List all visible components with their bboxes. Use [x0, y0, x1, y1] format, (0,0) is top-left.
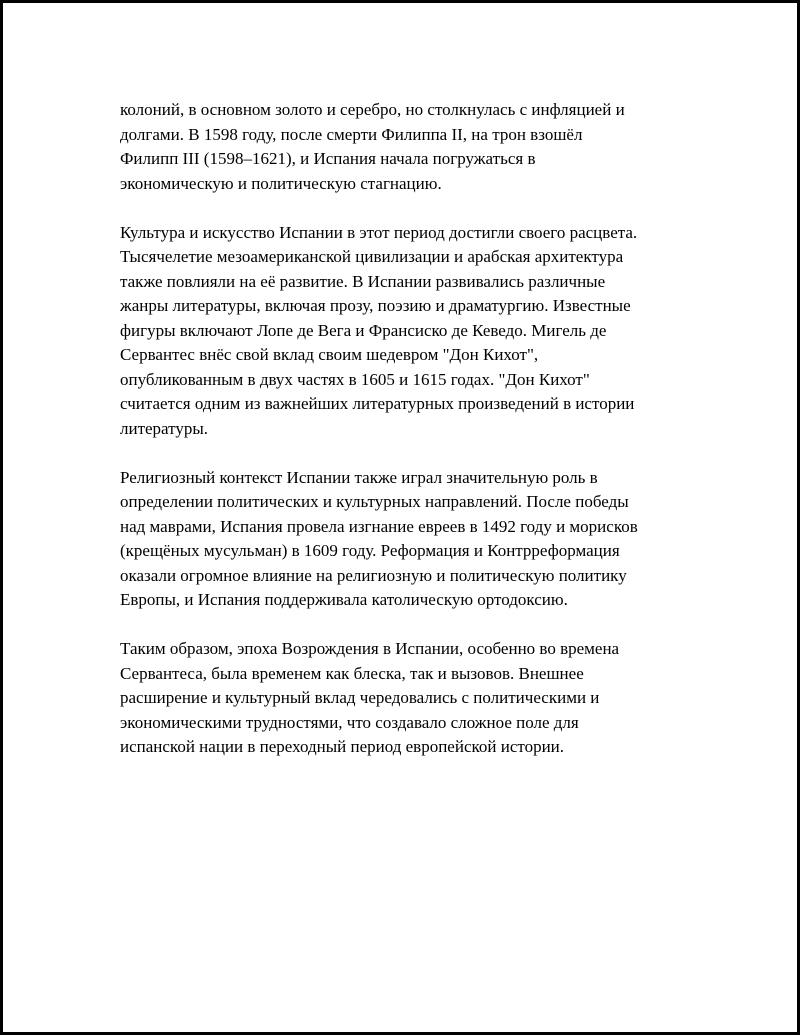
- paragraph-3: Религиозный контекст Испании также играл значительную роль в определении политических и культурных направлений. После победы над маврами, Испания провела изгнание евреев в 1492 году и морисков (крещёных мусульман) в 1609 году. Реформация и Контрреформация оказали огромное влияние на религиозную и политическую политику Европы, и Испания поддерживала католическую ортодоксию.: [120, 467, 638, 609]
- paragraph-1: колоний, в основном золото и серебро, но столкнулась с инфляцией и долгами. В 1598 году, после смерти Филиппа II, на трон взошёл Филипп III (1598–1621), и Испания начала погружаться в экономическую и политическую стагнацию.: [120, 100, 625, 193]
- paragraph-4: Таким образом, эпоха Возрождения в Испании, особенно во времена Сервантеса, была временем как блеска, так и вызовов. Внешнее расширение и культурный вклад чередовались с политическими и экономическими трудностями, что создавало сложное поле для испанской нации в переходный период европейской истории.: [120, 639, 620, 756]
- document-body: [120, 98, 700, 784]
- paragraph-2: Культура и искусство Испании в этот период достигли своего расцвета. Тысячелетие мезоамериканской цивилизации и арабская архитектура также повлияли на её развитие. В Испании развивались различные жанры литературы, включая прозу, поэзию и драматургию. Известные фигуры включают Лопе де Вега и Франсиско де Кеведо. Мигель де Сервантес внёс свой вклад своим шедевром "Дон Кихот", опубликованным в двух частях в 1605 и 1615 годах. "Дон Кихот" считается одним из важнейших литературных произведений в истории литературы.: [120, 222, 638, 438]
